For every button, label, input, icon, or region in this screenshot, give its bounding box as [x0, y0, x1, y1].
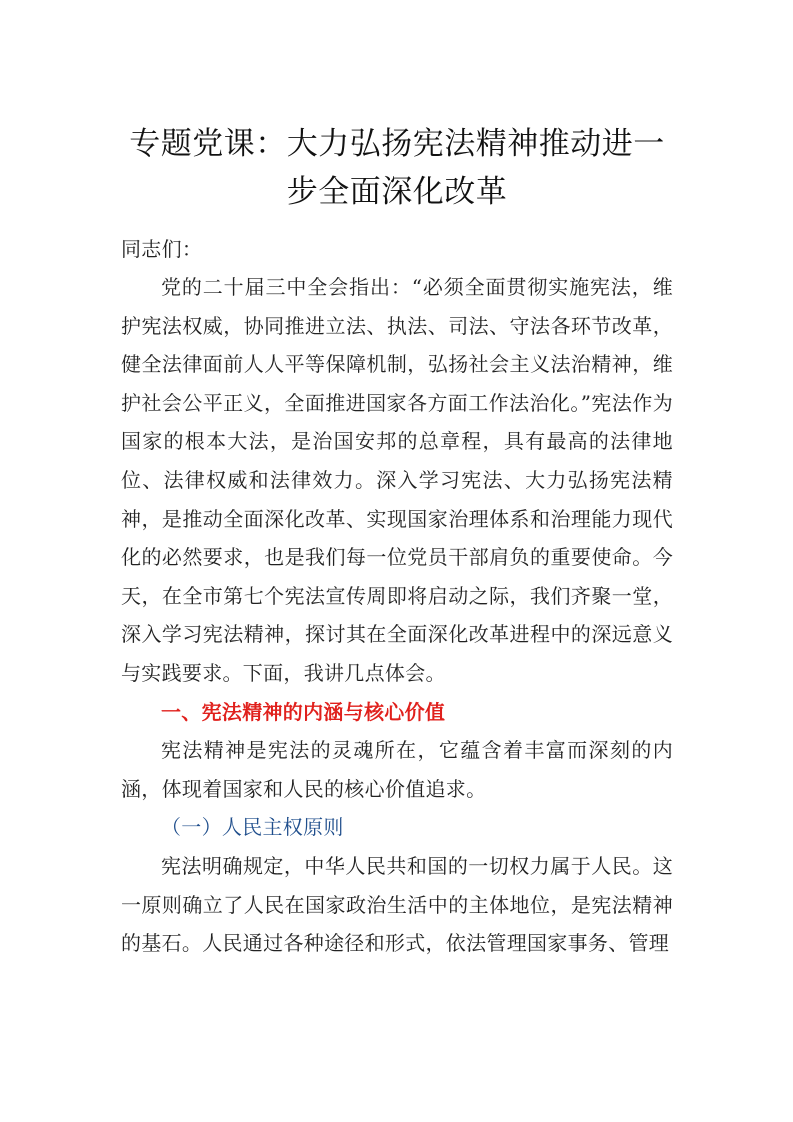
subsection-paragraph: 宪法明确规定，中华人民共和国的一切权力属于人民。这一原则确立了人民在国家政治生活中的主体地位，是宪法精神的基石。人民通过各种途径和形式，依法管理国家事务、管理	[121, 853, 673, 956]
document-body	[121, 120, 673, 963]
subsection-heading: （一）人民主权原则	[161, 815, 344, 840]
salutation: 同志们：	[121, 237, 203, 261]
intro-paragraph: 党的二十届三中全会指出：“必须全面贯彻实施宪法，维护宪法权威，协同推进立法、执法、司法、守法各环节改革，健全法律面前人人平等保障机制，弘扬社会主义法治精神，维护社会公平正义，全面推进国家各方面工作法治化。”宪法作为国家的根本大法，是治国安邦的总章程，具有最高的法律地位、法律权威和法律效力。深入学习宪法、大力弘扬宪法精神，是推动全面深化改革、实现国家治理体系和治理能力现代化的必然要求，也是我们每一位党员干部肩负的重要使命。今天，在全市第七个宪法宣传周即将启动之际，我们齐聚一堂，深入学习宪法精神，探讨其在全面深化改革进程中的深远意义与实践要求。下面，我讲几点体会。	[121, 275, 673, 685]
document-title: 专题党课：大力弘扬宪法精神推动进一步全面深化改革	[129, 126, 665, 210]
section-heading: 一、宪法精神的内涵与核心价值	[161, 699, 446, 724]
section-paragraph: 宪法精神是宪法的灵魂所在，它蕴含着丰富而深刻的内涵，体现着国家和人民的核心价值追求。	[121, 738, 673, 801]
